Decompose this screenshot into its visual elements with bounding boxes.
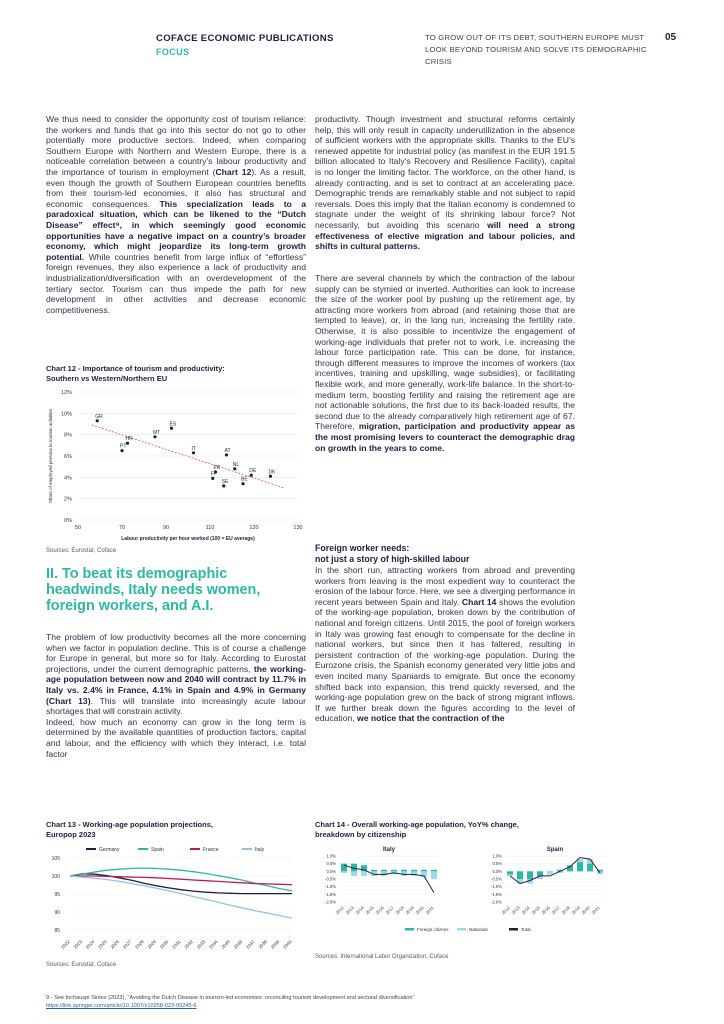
chart12-xtick: 110 <box>205 525 215 531</box>
chart14-bar-foreign <box>537 871 543 876</box>
chart14-bar-nationals <box>431 871 437 879</box>
chart14-xtick: 2013 <box>344 905 355 916</box>
chart12-point-label: AT <box>224 447 231 454</box>
chart14-xtick: 2020 <box>580 905 591 916</box>
chart14-bar-foreign <box>401 870 407 872</box>
chart12-xtick: 90 <box>162 525 170 531</box>
chart14-total-line <box>510 858 600 884</box>
chart12-ytick: 2% <box>64 496 72 503</box>
chart13-xtick: 2031 <box>171 939 182 950</box>
chart12-xtick: 50 <box>74 525 82 531</box>
chart14-xtick: 2012 <box>334 905 345 916</box>
chart13-legend-label: Spain <box>151 847 164 853</box>
chart12-caption: Chart 12 - Importance of tourism and productivity: Southern vs Western/Northern EU <box>46 364 225 383</box>
chart12-point-label: FI <box>210 471 216 478</box>
chart12-xtick: 70 <box>118 525 126 531</box>
chart12-point-label: BE <box>241 476 248 483</box>
chart14-source: Sources: International Labor Organization, Coface <box>315 954 449 960</box>
chart14-bar-foreign <box>411 870 417 872</box>
chart14-legend-swatch <box>405 928 414 931</box>
chart14-xtick: 2018 <box>560 905 571 916</box>
chart13-ytick: 85 <box>54 928 60 934</box>
chart13-xtick: 2040 <box>282 939 293 950</box>
chart12-ylabel: Share of employed persons in tourism activities <box>48 408 53 504</box>
chart12-ytick: 8% <box>64 432 72 439</box>
chart14-xtick: 2017 <box>384 905 395 916</box>
chart12-point-label: ES <box>169 421 177 428</box>
chart12-point-label: PT <box>120 443 127 450</box>
chart14-caption: Chart 14 - Overall working-age population, YoY% change, breakdown by citizenship <box>315 820 519 839</box>
chart12-ytick: 10% <box>60 411 72 418</box>
chart14-legend-label: Foreign citizens <box>417 927 449 932</box>
chart14-ytick: -2.0% <box>491 899 502 905</box>
chart13-xtick: 2032 <box>183 939 195 950</box>
chart14-legend-swatch <box>509 928 518 931</box>
chart14-bar-foreign <box>431 870 437 872</box>
section-paragraph: The problem of low productivity becomes all the more concerning when we factor in population decline. This is of course a challenge for Europe in general, but more so for Italy. According to Eurostat projections, under the current demographic patterns, the working-age population between now and 2040 will contract by 11.7% in Italy vs. 2.4% in France, 4.1% in Spain and 4.9% in Germany (Chart 13). This will translate into increasingly acute labour shortages that will constrain activity. Indeed, how much an economy can grow in the long term is determined by the available quantities of production factors, capital and labour, and the efficiency with which they interact, i.e. total factor <box>46 632 306 759</box>
chart14-xtick: 2014 <box>520 905 531 916</box>
chart14-legend-label: Total <box>521 927 531 932</box>
chart13-caption: Chart 13 - Working-age population projections, Europop 2023 <box>46 820 213 839</box>
chart14-xtick: 2021 <box>590 905 601 916</box>
chart14-ytick: 0.5% <box>492 861 502 867</box>
chart14-bar-foreign <box>371 870 377 872</box>
chart14-panel-title: Italy <box>382 847 396 853</box>
chart12-point-label: MT <box>153 429 161 436</box>
chart14-xtick: 2015 <box>364 905 375 916</box>
chart14-bar-nationals <box>507 874 513 876</box>
chart14-ytick: -0.5% <box>491 876 502 882</box>
chart14-ytick: -1.0% <box>491 884 502 890</box>
publication-title: COFACE ECONOMIC PUBLICATIONS <box>156 33 334 44</box>
chart12-point-label: HR <box>125 436 133 443</box>
chart14-ytick: -0.5% <box>325 876 336 882</box>
chart13-xtick: 2027 <box>121 939 133 950</box>
chart13-ytick: 90 <box>54 910 60 916</box>
chart14-ytick: 0.0% <box>492 868 502 874</box>
chart12-point-label: DK <box>268 469 276 476</box>
chart12-point-label: GR <box>95 413 103 420</box>
chart13-source: Sources: Eurostat, Coface <box>46 962 117 968</box>
chart12-ytick: 4% <box>64 475 72 482</box>
chart12-xtick: 120 <box>249 525 259 531</box>
section-heading: II. To beat its demographic headwinds, Italy needs women, foreign workers, and A.I. <box>46 566 261 614</box>
footnote <box>46 994 686 1010</box>
chart14-legend-swatch <box>457 928 466 931</box>
chart13-xtick: 2034 <box>208 939 219 950</box>
chart13-series-france <box>70 876 292 885</box>
chart12-point-label: IT <box>191 445 196 452</box>
chart14-xtick: 2017 <box>550 905 561 916</box>
chart12-source: Sources: Eurostat, Coface <box>46 548 117 554</box>
intro-paragraph: We thus need to consider the opportunity cost of tourism reliance: the workers and funds that go into this sector do not go to other potentially more productive sectors. Indeed, when comparing Southern Europe with Northern and Western Europe, there is a noticeable correlation between a country’s labour productivity and the importance of tourism in employment (Chart 12). As a result, even though the growth of Southern European countries benefits from their tourism-led economies, it also has structural and economic consequences. This specialization leads to a paradoxical situation, which can be likened to the “Dutch Disease” effect⁹, in which seemingly good economic opportunities have a negative impact on a country’s broader economy, which might jeopardize its long-term growth potential. While countries benefit from large influx of “effortless” foreign revenues, they also experience a lack of productivity and industrialization/diversification with an overdevelopment of the tertiary sector. Tourism can thus impede the path for new development in other activities and decrease economic competitiveness. <box>46 114 306 315</box>
chart12-ytick: 0% <box>64 518 72 524</box>
chart12-point-label: FR <box>213 465 221 471</box>
chart14-bar-chart <box>315 846 615 950</box>
chart14-xtick: 2020 <box>414 905 425 916</box>
chart13-legend-label: Germany <box>99 847 120 853</box>
chart14-bar-foreign <box>587 864 593 872</box>
chart13-xtick: 2026 <box>109 939 121 950</box>
chart14-xtick: 2018 <box>394 905 405 916</box>
chart14-ytick: 1.0% <box>492 853 502 859</box>
chart14-bar-foreign <box>577 862 583 871</box>
chart12-point-label: DE <box>249 468 257 475</box>
chart14-xtick: 2016 <box>374 905 385 916</box>
article-title: TO GROW OUT OF ITS DEBT, SOUTHERN EUROPE MUST LOOK BEYOND TOURISM AND SOLVE ITS DEMOGRAPHIC CRISIS <box>425 33 647 66</box>
chart14-bar-nationals <box>361 871 367 876</box>
chart14-xtick: 2019 <box>570 905 581 916</box>
chart14-bar-nationals <box>341 871 347 873</box>
footnote-link[interactable]: https://link.springer.com/article/10.1007/s10258-023-00245-6 <box>46 1003 197 1009</box>
chart14-xtick: 2012 <box>500 905 511 916</box>
chart14-bar-foreign <box>421 870 427 872</box>
chart12-scatter <box>46 386 306 546</box>
chart12-point-label: SE <box>221 478 229 485</box>
chart14-xtick: 2014 <box>354 905 365 916</box>
chart14-ytick: 0.0% <box>326 868 336 874</box>
chart13-xtick: 2037 <box>245 939 256 950</box>
chart14-bar-foreign <box>527 871 533 879</box>
chart14-bar-nationals <box>547 871 553 874</box>
chart14-bar-foreign <box>507 871 513 874</box>
chart14-bar-foreign <box>391 870 397 872</box>
chart13-ytick: 105 <box>51 856 60 862</box>
chart13-legend-label: France <box>203 847 219 853</box>
chart12-ytick: 12% <box>60 390 72 396</box>
chart14-ytick: -2.0% <box>325 899 336 905</box>
chart14-bar-foreign <box>517 871 523 879</box>
chart13-xtick: 2029 <box>146 939 158 950</box>
chart14-xtick: 2015 <box>530 905 541 916</box>
chart12-xlabel: Labour productivity per hour worked (100 = EU average) <box>121 536 255 542</box>
chart12-xtick: 130 <box>293 525 303 531</box>
chart14-ytick: 1.0% <box>326 853 336 859</box>
chart13-legend-label: Italy <box>255 847 265 853</box>
chart14-bar-nationals <box>351 871 357 876</box>
chart13-xtick: 2024 <box>84 939 96 950</box>
chart14-ytick: -1.5% <box>491 891 502 897</box>
chart12-ytick: 6% <box>64 454 72 460</box>
footnote-text: 9 - See Inchauspi Sintes (2023), “Avoiding the Dutch Disease in tourism-led economies: reconciling tourism development and sectoral diversification” <box>46 995 415 1001</box>
chart14-xtick: 2021 <box>424 905 435 916</box>
chart13-xtick: 2033 <box>195 939 207 950</box>
chart14-ytick: -1.5% <box>325 891 336 897</box>
chart12-point-label: NL <box>232 461 240 468</box>
chart14-legend-label: Nationals <box>469 927 488 932</box>
foreign-worker-subheading: Foreign worker needs: not just a story of high-skilled labour <box>315 543 470 564</box>
chart14-panel-title: Spain <box>546 847 564 853</box>
chart13-xtick: 2039 <box>269 939 281 950</box>
chart13-xtick: 2030 <box>158 939 170 950</box>
chart13-xtick: 2038 <box>257 939 269 950</box>
chart14-ytick: -1.0% <box>325 884 336 890</box>
chart14-bar-nationals <box>411 871 417 876</box>
chart13-xtick: 2036 <box>232 939 244 950</box>
publication-subtitle: FOCUS <box>156 47 190 57</box>
right-paragraph-3: In the short run, attracting workers from abroad and preventing workers from leaving is the most expedient way to counteract the erosion of the labour force. Here, we see a diverging performance in recent years between Spain and Italy. Chart 14 shows the evolution of the working-age population, broken down by the contribution of national and foreign citizens. Until 2015, the pool of foreign workers in Italy was growing fast enough to compensate for the decline in national workers, but since then it has faltered, resulting in persistent contraction of the working-age population. During the Eurozone crisis, the Spanish economy generated very little jobs and even incited many Spaniards to emigrate. But once the economy shifted back into expansion, this trend quickly reversed, and the working-age population grew on the back of strong migrant inflows. If we further break down the figures according to the level of education, we notice that the contraction of the <box>315 565 575 724</box>
chart13-xtick: 2028 <box>134 939 145 950</box>
chart13-ytick: 100 <box>51 874 60 880</box>
right-paragraph-1: productivity. Though investment and structural reforms certainly help, this will only result in capacity underutilization in the absence of sufficient workers with the appropriate skills. Thanks to the EU’s renewed appetite for industrial policy (as manifest in the EUR 191.5 billion allocated to Italy’s Recovery and Resilience Facility), capital is no longer the limiting factor. The workforce, on the other hand, is already contracting, and is set to contract at an accelerating pace. Demographic trends are remarkably stable and not subject to rapid reversals. Does this imply that the Italian economy is condemned to stagnate under the weight of its shrinking labour force? Not necessarily, but avoiding this scenario will need a strong effectiveness of elective migration and labour policies, and shifts in cultural patterns. <box>315 114 575 252</box>
chart14-bar-foreign <box>341 864 347 872</box>
chart13-xtick: 2025 <box>97 939 108 950</box>
chart14-ytick: 0.5% <box>326 861 336 867</box>
chart13-xtick: 2035 <box>220 939 232 950</box>
chart14-xtick: 2016 <box>540 905 551 916</box>
chart13-ytick: 95 <box>54 892 60 898</box>
chart14-xtick: 2013 <box>510 905 521 916</box>
chart13-xtick: 2022 <box>60 939 71 950</box>
chart14-xtick: 2019 <box>404 905 415 916</box>
chart13-line-chart <box>46 844 296 956</box>
page-number: 05 <box>665 32 677 43</box>
chart13-xtick: 2023 <box>72 939 84 950</box>
chart14-bar-foreign <box>381 870 387 872</box>
right-paragraph-2: There are several channels by which the contraction of the labour supply can be stymied or inverted. Authorities can look to increase the size of the worker pool by pushing up the retirement age, by attracting more workers from abroad (and retaining those that are tempted to leave), or, in the long run, increasing the fertility rate. Otherwise, it is also possible to incentivize the engagement of working-age individuals that prefer not to work, i.e. increasing the labour force participation rate. This can be done, for instance, through different measures to improve the incomes of workers (tax incentives, training and upskilling, wage subsidies), or facilitating flexible work, and more generally, work-life balance. In the short-to-medium term, boosting fertility and raising the retirement age are not actionable solutions, the first due to its back-loaded results, the second due to the already comparatively high retirement age of 67. Therefore, migration, participation and productivity appear as the most promising levers to counteract the demographic drag on growth in the years to come. <box>315 273 575 453</box>
